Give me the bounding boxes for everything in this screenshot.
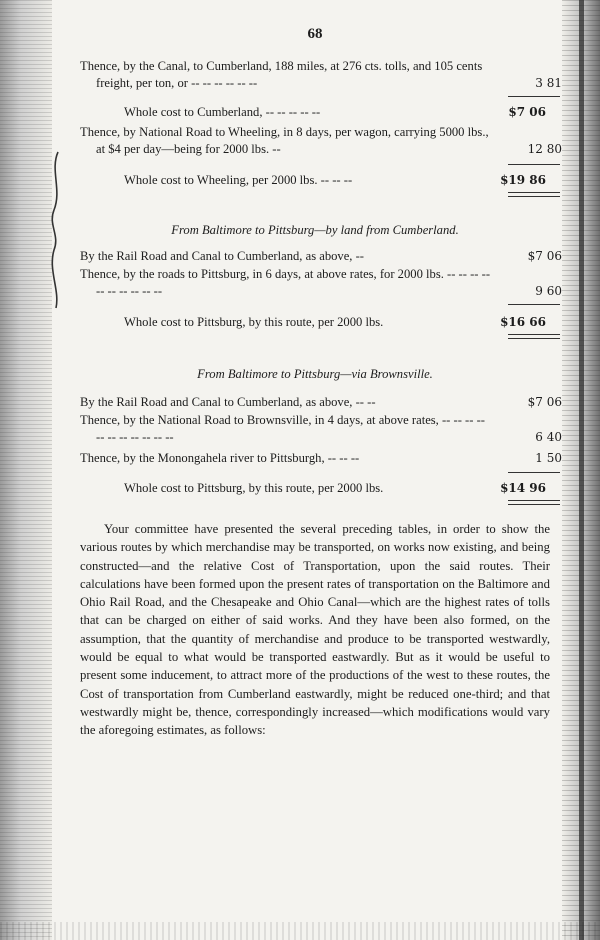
amount: $14 96 <box>500 481 546 495</box>
total-pittsburg-brownsville: Whole cost to Pittsburg, by this route, per 2000 lbs. $14 96 <box>124 481 546 495</box>
margin-brace-mark <box>46 150 66 310</box>
double-rule <box>508 334 560 339</box>
line-monongahela-river: Thence, by the Monongahela river to Pittsburgh, -- -- -- 1 50 <box>80 451 562 465</box>
double-rule <box>508 192 560 197</box>
amount: 9 60 <box>535 284 562 298</box>
section-heading-cumberland-land: From Baltimore to Pittsburg—by land from Cumberland. <box>171 223 459 237</box>
amount: $7 06 <box>508 105 546 119</box>
binding-spine <box>579 0 584 940</box>
line-roads-pittsburg: Thence, by the roads to Pittsburg, in 6 days, at above rates, for 2000 lbs. -- -- -- -- -- -- -- -- -- -- 9 60 <box>80 267 562 298</box>
amount: $19 86 <box>500 173 546 187</box>
total-cumberland: Whole cost to Cumberland, -- -- -- -- -- $7 06 <box>124 105 546 119</box>
amount: 6 40 <box>535 430 562 444</box>
sum-rule <box>508 96 560 97</box>
sum-rule <box>508 472 560 473</box>
document-page <box>80 0 560 940</box>
amount: $7 06 <box>527 395 562 409</box>
double-rule <box>508 500 560 505</box>
line-railroad-canal-2: By the Rail Road and Canal to Cumberland, as above, -- -- $7 06 <box>80 395 562 409</box>
line-canal-to-cumberland: Thence, by the Canal, to Cumberland, 188 miles, at 276 cts. tolls, and 105 cents freight, per ton, or -- -- -- -- -- -- 3 81 <box>80 59 562 90</box>
line-railroad-canal: By the Rail Road and Canal to Cumberland, as above, -- $7 06 <box>80 249 562 263</box>
amount: 12 80 <box>527 142 562 156</box>
amount: 3 81 <box>535 76 562 90</box>
amount: $7 06 <box>527 249 562 263</box>
committee-paragraph: Your committee have presented the several preceding tables, in order to show the various routes by which merchandise may be transported, on works now existing, and being constructed—and the relative Cost of Transportation, upon the said routes. Their calculations have been formed upon the present rates of transportation on the Baltimore and Ohio Rail Road, and the Chesapeake and Ohio Canal—which are the highest rates of tolls that can be charged on either of said works. And they have been also formed, on the assumption, that the quantity of merchandise and produce to be transported westwardly, would be equal to what would be transported eastwardly. But as it would be useful to present some inducement, to attract more of the productions of the west to these routes, the Cost of transportation from Cumberland eastwardly, might be reduced one-third; and that westwardly might be, thence, correspondingly increased—which modifications would vary the aforegoing estimates, as follows: <box>80 522 550 738</box>
sum-rule <box>508 164 560 165</box>
sum-rule <box>508 304 560 305</box>
total-pittsburg-land: Whole cost to Pittsburg, by this route, per 2000 lbs. $16 66 <box>124 315 546 329</box>
page-number: 68 <box>307 26 323 42</box>
section-heading-brownsville: From Baltimore to Pittsburg—via Brownsville. <box>197 367 433 381</box>
amount: 1 50 <box>535 451 562 465</box>
line-national-road-wheeling: Thence, by National Road to Wheeling, in 8 days, per wagon, carrying 5000 lbs., at $4 per day—being for 2000 lbs. -- 12 80 <box>80 125 562 156</box>
total-wheeling: Whole cost to Wheeling, per 2000 lbs. -- -- -- $19 86 <box>124 173 546 187</box>
line-national-road-brownsville: Thence, by the National Road to Brownsville, in 4 days, at above rates, -- -- -- -- -- -- -- -- -- -- -- 6 40 <box>80 413 562 444</box>
amount: $16 66 <box>500 315 546 329</box>
scan-left-edge <box>0 0 52 940</box>
